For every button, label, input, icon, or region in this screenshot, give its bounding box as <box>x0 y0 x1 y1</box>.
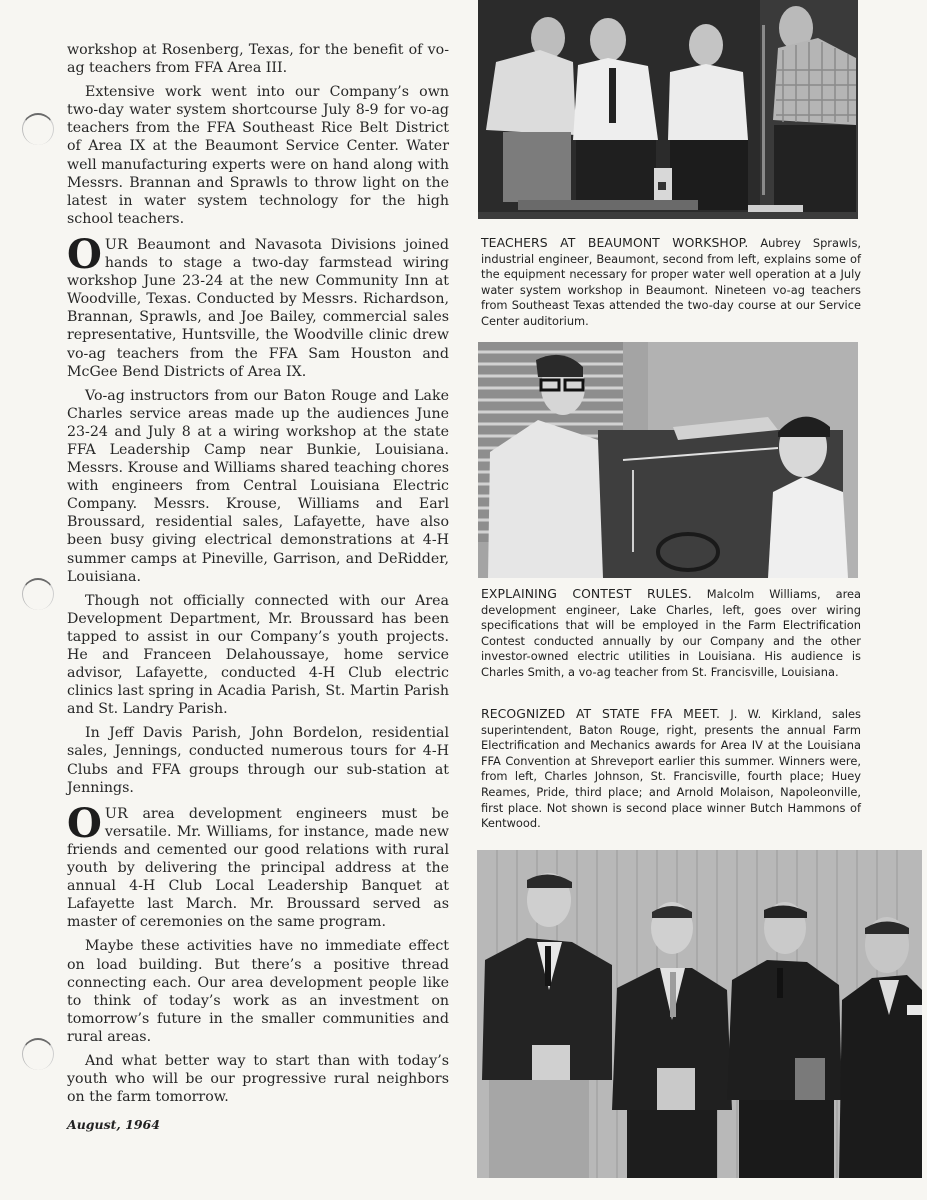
photo-caption <box>481 586 861 681</box>
caption-text: J. W. Kirkland, sales superintendent, Baton Rouge, right, presents the annual Farm Electrification and Mechanics awards for Area IV at the Louisiana FFA Convention at Shreveport earlier this summer. Winners were, from left, Charles Johnson, St. Francisville, fourth place; Huey Reames, Pride, third place; and Arnold Molaison, Napoleonville, first place. Not shown is second place winner Butch Hammons of Kentwood. <box>481 707 861 831</box>
photo-caption <box>481 706 861 832</box>
caption-text: Aubrey Sprawls, industrial engineer, Beaumont, second from left, explains some of the equipment necessary for proper water well operation at a July water system workshop in Beaumont. Nineteen vo-ag teachers from Southeast Texas attended the two-day course at our Service Center auditorium. <box>481 236 861 328</box>
article-paragraph: workshop at Rosenberg, Texas, for the benefit of vo-ag teachers from FFA Area III. <box>67 42 449 77</box>
article-paragraph-dropcap <box>67 799 449 932</box>
caption-heading: TEACHERS AT BEAUMONT WORKSHOP. <box>481 235 749 250</box>
drop-cap-lead: UR <box>104 236 129 253</box>
binder-punch-hole <box>22 1038 54 1070</box>
article-paragraph-dropcap <box>67 230 449 381</box>
caption-text: Malcolm Williams, area development engineer, Lake Charles, left, goes over wiring specifications that will be employed in the Farm Electrification Contest conducted annually by our Company and the other investor-owned electric utilities in Louisiana. His audience is Charles Smith, a vo-ag teacher from St. Francisville, Louisiana. <box>481 587 862 679</box>
drop-cap-lead: UR <box>104 805 129 822</box>
article-paragraph: Extensive work went into our Company’s own two-day water system shortcourse July 8-9 for vo-ag teachers from the FFA Southeast Rice Belt District of Area IX at the Beaumont Service Center. Water well manufacturing experts were on hand along with Messrs. Brannan and Sprawls to throw light on the latest in water system technology for the high school teachers. <box>67 84 449 227</box>
article-paragraph: Maybe these activities have no immediate effect on load building. But there’s a positive thread connecting each. Our area development people like to think of today’s work as an investment on tomorrow’s future in the smaller communities and rural areas. <box>67 938 449 1045</box>
paragraph-text: area development engineers must be versatile. Mr. Williams, for instance, made new friends and cemented our good relations with rural youth by delivering the principal address at the annual 4-H Club Local Leadership Banquet at Lafayette last March. Mr. Broussard served as master of ceremonies on the same program. <box>67 805 449 931</box>
photo-illustration <box>477 850 922 1178</box>
drop-cap-initial: O <box>67 230 102 278</box>
binder-punch-hole <box>22 578 54 610</box>
article-body <box>67 41 449 1112</box>
photo-state-ffa-meet <box>477 850 922 1178</box>
article-paragraph: Though not officially connected with our Area Development Department, Mr. Broussard has been tapped to assist in our Company’s youth projects. He and Franceen Delahoussaye, home service advisor, Lafayette, conducted 4-H Club electric clinics last spring in Acadia Parish, St. Martin Parish and St. Landry Parish. <box>67 592 449 718</box>
photo-caption <box>481 235 861 330</box>
issue-date: August, 1964 <box>67 1117 160 1132</box>
article-paragraph: In Jeff Davis Parish, John Bordelon, residential sales, Jennings, conducted numerous tours for 4-H Clubs and FFA groups through our sub-station at Jennings. <box>67 725 449 796</box>
photo-contest-rules <box>478 342 858 578</box>
photo-illustration <box>478 342 858 578</box>
paragraph-text: Beaumont and Navasota Divisions joined hands to stage a two-day farmstead wiring workshop June 23-24 at the new Community Inn at Woodville, Texas. Conducted by Messrs. Richardson, Brannan, Sprawls, and Joe Bailey, commercial sales representative, Huntsville, the Woodville clinic drew vo-ag teachers from the FFA Sam Houston and McGee Bend Districts of Area IX. <box>67 236 449 380</box>
photo-illustration <box>478 0 858 219</box>
drop-cap-initial: O <box>67 799 102 847</box>
caption-heading: EXPLAINING CONTEST RULES. <box>481 586 692 601</box>
caption-heading: RECOGNIZED AT STATE FFA MEET. <box>481 706 721 721</box>
article-paragraph: Vo-ag instructors from our Baton Rouge and Lake Charles service areas made up the audiences June 23-24 and July 8 at a wiring workshop at the state FFA Leadership Camp near Bunkie, Louisiana. Messrs. Krouse and Williams shared teaching chores with engineers from Central Louisiana Electric Company. Messrs. Krouse, Williams and Earl Broussard, residential sales, Lafayette, have also been busy giving electrical demonstrations at 4-H summer camps at Pineville, Garrison, and DeRidder, Louisiana. <box>67 387 449 585</box>
photo-beaumont-workshop <box>478 0 858 219</box>
binder-punch-hole <box>22 113 54 145</box>
article-paragraph: And what better way to start than with today’s youth who will be our progressive rural neighbors on the farm tomorrow. <box>67 1052 449 1106</box>
